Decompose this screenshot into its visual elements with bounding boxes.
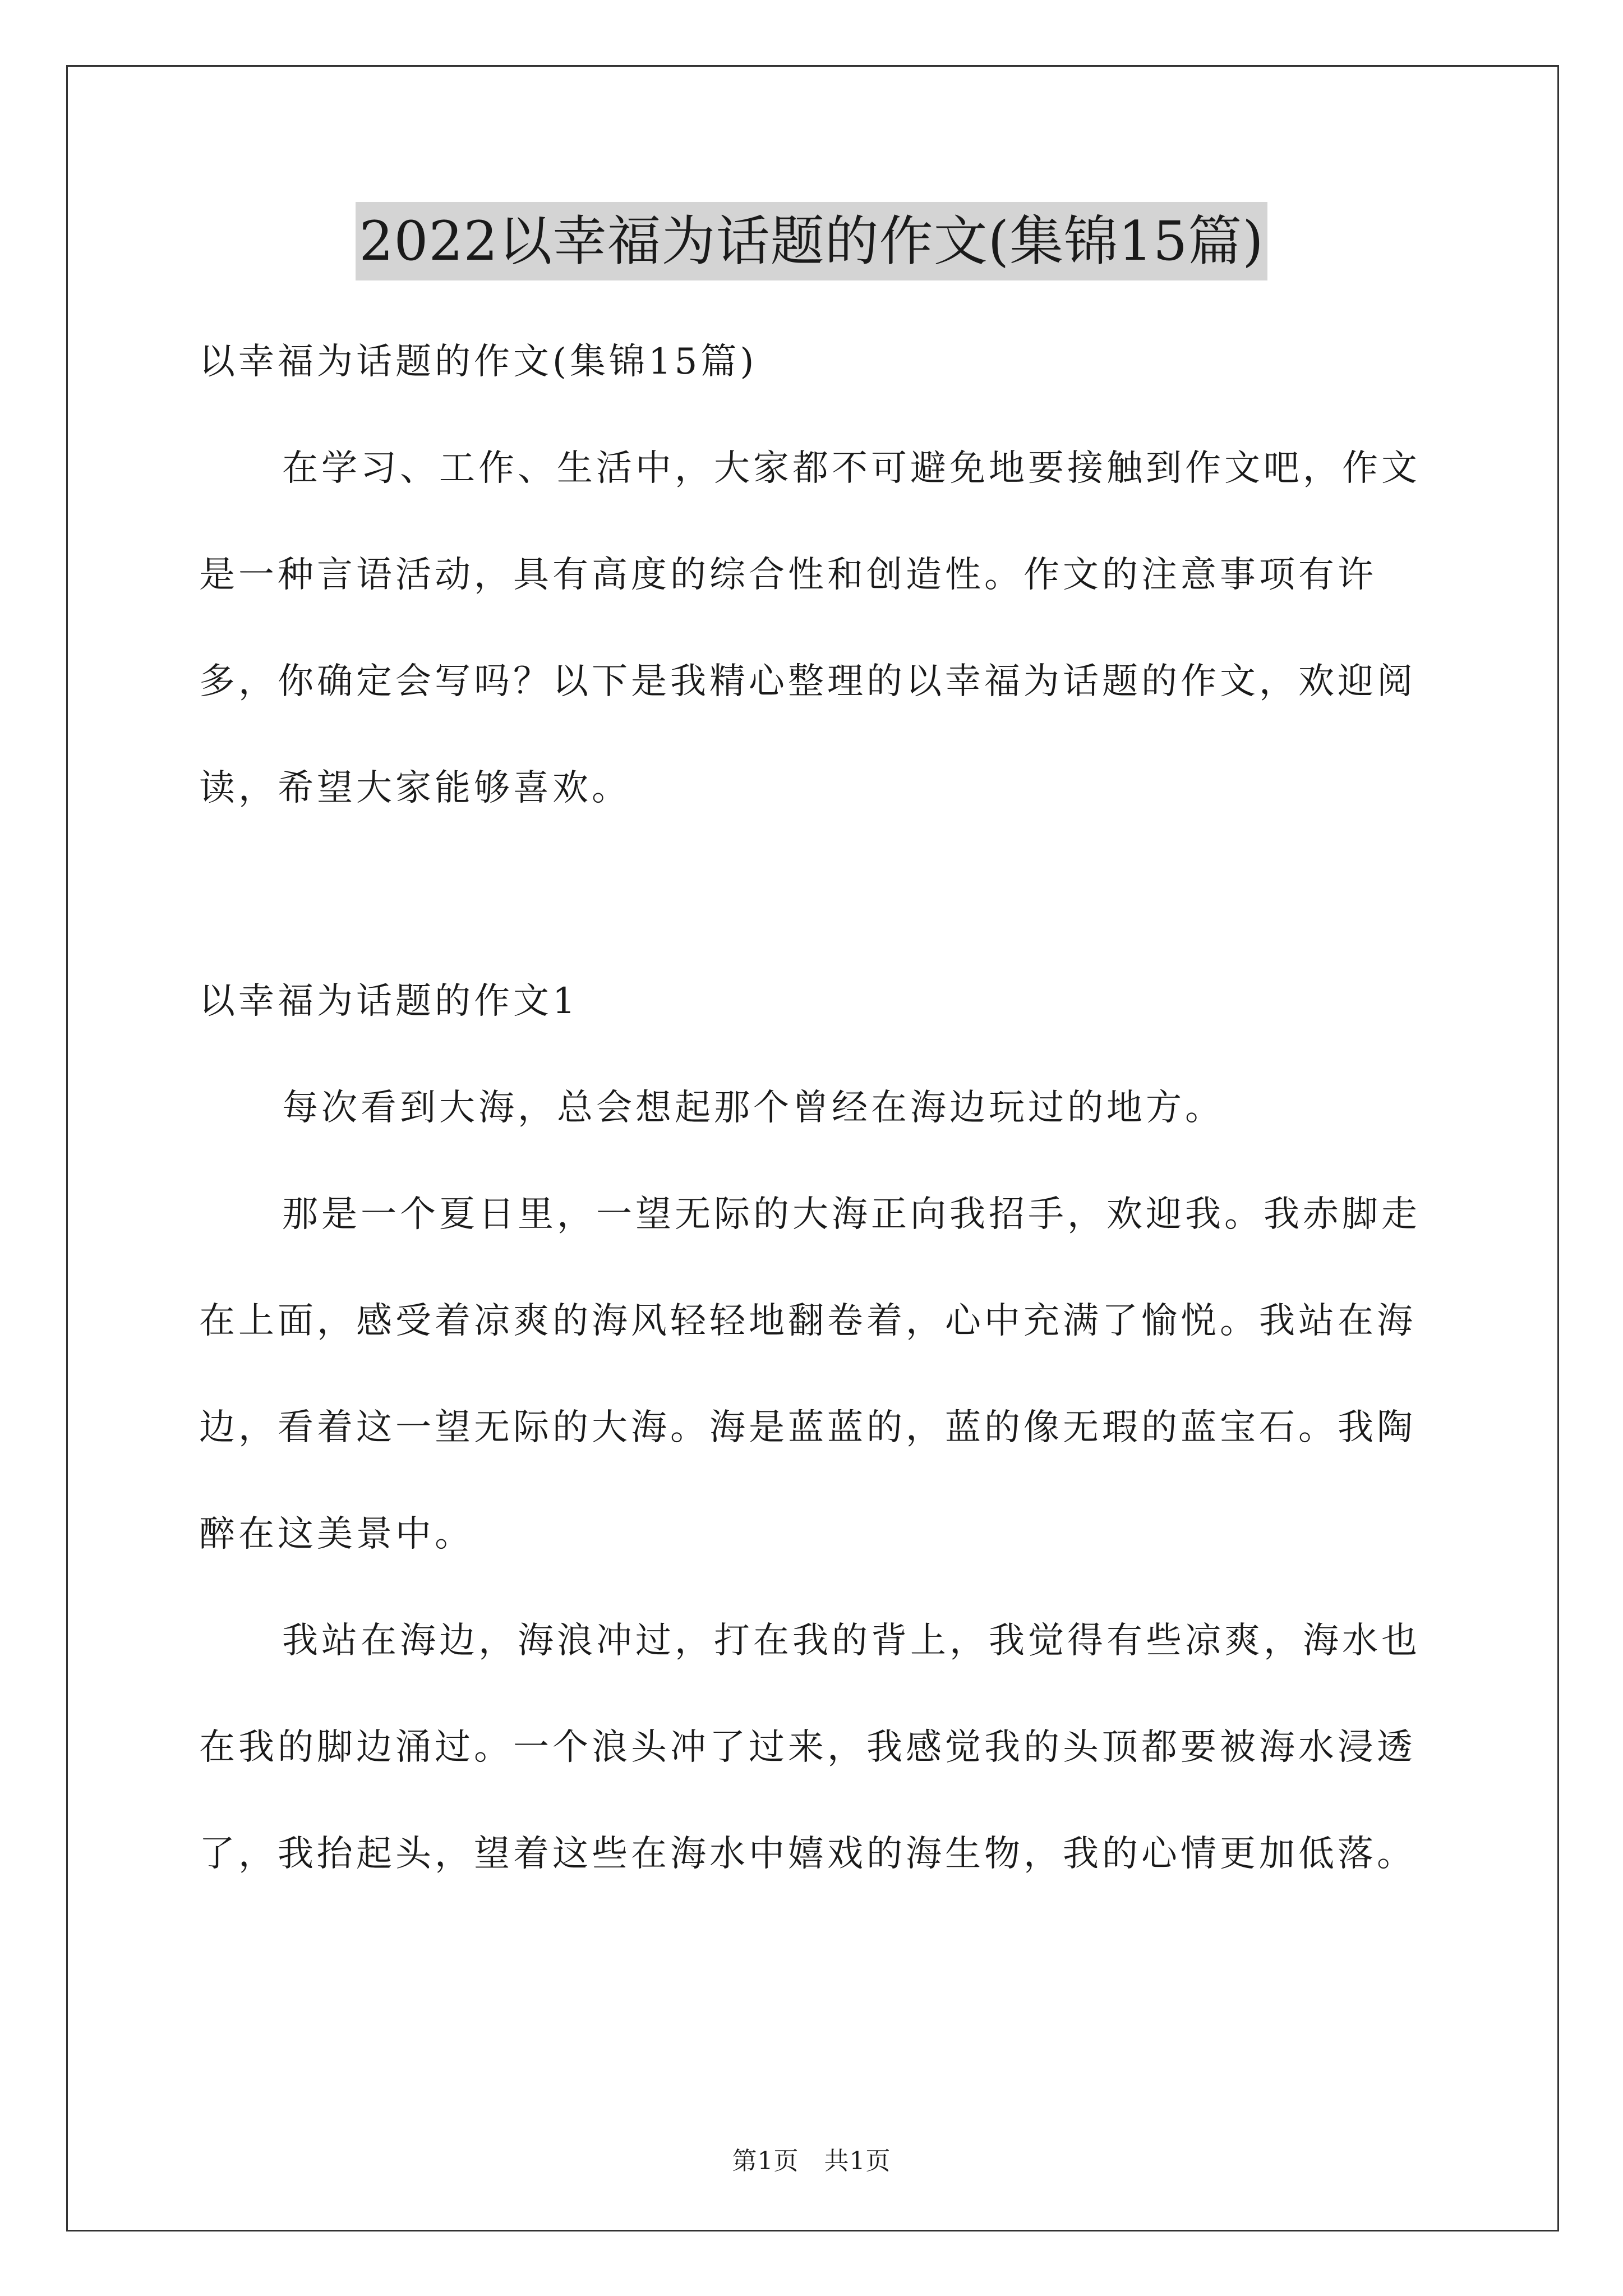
document-subtitle: 以幸福为话题的作文(集锦15篇)	[199, 341, 758, 383]
essay-paragraph-1: 每次看到大海，总会想起那个曾经在海边玩过的地方。	[282, 1087, 1224, 1129]
intro-paragraph: 在学习、工作、生活中，大家都不可避免地要接触到作文吧，作文是一种言语活动，具有高度的综合性和创造性。作文的注意事项有许多，你确定会写吗？以下是我精心整理的以幸福为话题的作文，欢迎阅读，希望大家能够喜欢。	[199, 448, 1421, 809]
essay-heading: 以幸福为话题的作文1	[199, 981, 579, 1022]
page-footer: 第1页 共1页	[732, 2147, 891, 2175]
essay-paragraph-2: 那是一个夏日里，一望无际的大海正向我招手，欢迎我。我赤脚走在上面，感受着凉爽的海风轻轻地翻卷着，心中充满了愉悦。我站在海边，看着这一望无际的大海。海是蓝蓝的，蓝的像无瑕的蓝宝石。我陶醉在这美景中。	[199, 1194, 1421, 1555]
title-container	[0, 202, 1623, 280]
section-spacer	[199, 841, 1433, 948]
document-title: 2022以幸福为话题的作文(集锦15篇)	[356, 202, 1267, 280]
essay-paragraph-3: 我站在海边，海浪冲过，打在我的背上，我觉得有些凉爽，海水也在我的脚边涌过。一个浪头冲了过来，我感觉我的头顶都要被海水浸透了，我抬起头，望着这些在海水中嬉戏的海生物，我的心情更加低落。	[199, 1620, 1421, 1875]
document-body	[199, 309, 1433, 1907]
